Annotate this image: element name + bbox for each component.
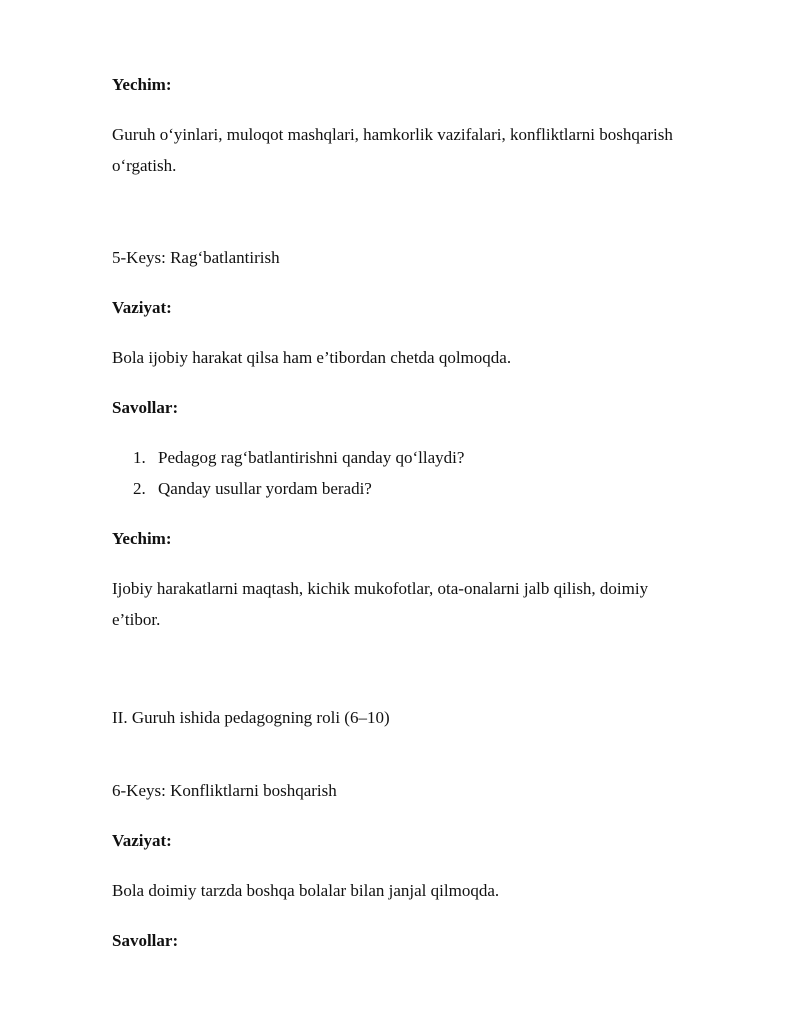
savollar-heading: Savollar: [112,398,179,417]
list-item [133,442,464,473]
vaziyat-text: Bola doimiy tarzda boshqa bolalar bilan janjal qilmoqda. [112,881,500,900]
list-item-number: 1. [133,448,146,467]
yechim-heading: Yechim: [112,529,172,548]
yechim-heading: Yechim: [112,75,172,94]
vaziyat-heading: Vaziyat: [112,298,172,317]
vaziyat-heading: Vaziyat: [112,831,172,850]
savollar-heading: Savollar: [112,931,179,950]
section-2-title: II. Guruh ishida pedagogning roli (6–10) [112,708,390,727]
yechim-text-line-2: e’tibor. [112,610,161,629]
list-item-text: Qanday usullar yordam beradi? [158,479,372,498]
vaziyat-text: Bola ijobiy harakat qilsa ham e’tibordan chetda qolmoqda. [112,348,512,367]
yechim-text-line-1: Ijobiy harakatlarni maqtash, kichik mukofotlar, ota-onalarni jalb qilish, doimiy [112,579,649,598]
yechim-text-line-2: o‘rgatish. [112,156,177,175]
yechim-text-line-1: Guruh o‘yinlari, muloqot mashqlari, hamkorlik vazifalari, konfliktlarni boshqarish [112,125,673,144]
case-5-title: 5-Keys: Rag‘batlantirish [112,248,280,267]
list-item-number: 2. [133,479,146,498]
case-6-title: 6-Keys: Konfliktlarni boshqarish [112,781,337,800]
list-item [133,473,372,504]
list-item-text: Pedagog rag‘batlantirishni qanday qo‘llaydi? [158,448,465,467]
